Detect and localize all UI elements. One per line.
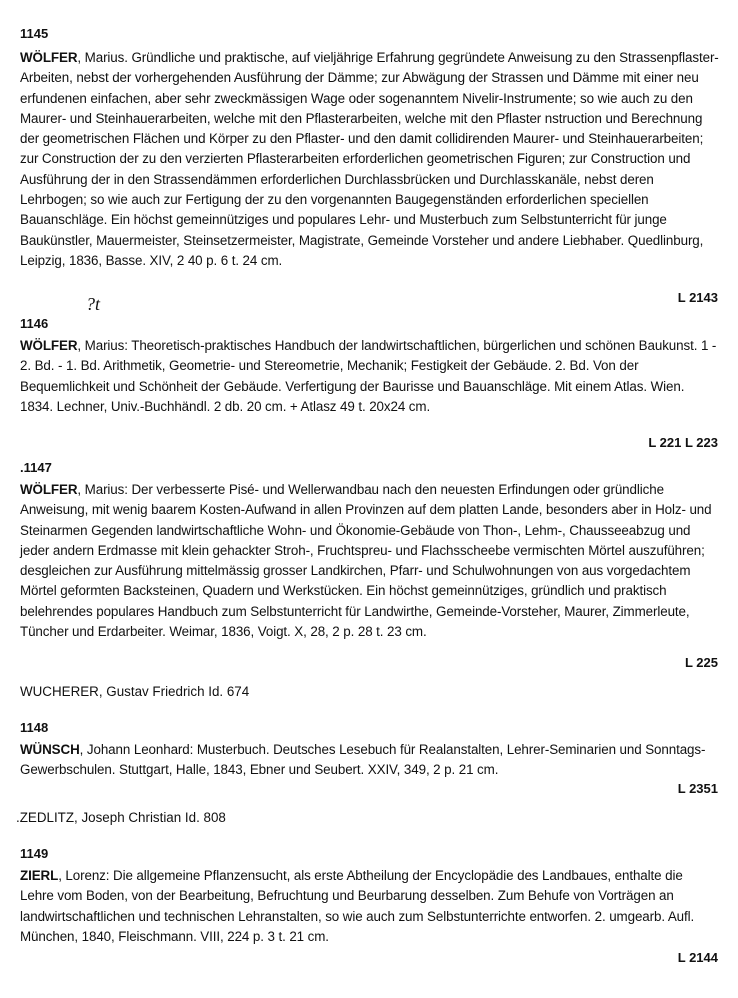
crossref-entry: .ZEDLITZ, Joseph Christian Id. 808 (16, 810, 226, 825)
entry-number: 1145 (20, 26, 49, 41)
entry-signature: L 2351 (677, 781, 718, 796)
entry-description: , Marius. Gründliche und praktische, auf vieljährige Erfahrung gegründete Anweisung zu den Strassenpflaster-Arbeiten, nebst der vorhergehenden Ausführung der Dämme; zur Abwägung der Strassen und Dämme mit einer neu erfundenen einfachen, aber sehr zweckmässigen Wage oder sogenanntem Nivelir-Instrumente; so wie auch zu den Maurer- und Steinhauerarbeiten, welche mit den Pflasterarbeiten, welche mit den Pflaster nstruction und Berechnung der geometrischen Flächen und Körper zu den Pflaster- und den damit collidirenden Maurer- und Steinhauerarbeiten; zur Construction der zu den verzierten Pflasterarbeiten erforderlichen geometrischen Figuren; zur Construction und Ausführung der in den Strassendämmen erforderlichen Durchlassbrücken und Durchlasskanäle, nebst deren Lehrbogen; so wie auch zur Fertigung der zu den vorgenannten Baugegenständen erforderlichen speciellen Bauanschläge. Ein höchst gemeinnütziges und populares Lehr- und Musterbuch zum Selbstunterricht für junge Baukünstler, Mauermeister, Steinsetzermeister, Magistrate, Gemeinde Vorsteher und andere Liebhaber. Quedlinburg, Leipzig, 1836, Basse. XIV, 2 40 p. 6 t. 24 cm. (20, 50, 719, 268)
entry-author: WÜNSCH (20, 742, 80, 757)
entry-text (20, 740, 720, 781)
entry-description: , Marius: Theoretisch-praktisches Handbuch der landwirtschaftlichen, bürgerlichen und schönen Baukunst. 1 - 2. Bd. - 1. Bd. Arithmetik, Geometrie- und Stereometrie, Mechanik; Festigkeit der Gebäude. 2. Bd. Von der Bequemlichkeit und Schönheit der Gebäude. Verfertigung der Baurisse und Bauanschläge. Mit einem Atlas. Wien. 1834. Lechner, Univ.-Buchhändl. 2 db. 20 cm. + Atlasz 49 t. 20x24 cm. (20, 338, 717, 414)
entry-1149 (20, 846, 720, 947)
entry-1145 (20, 26, 720, 271)
entry-signature: L 2144 (677, 950, 718, 965)
entry-text (20, 866, 720, 947)
entry-text (20, 480, 720, 642)
entry-number: 1146 (20, 316, 49, 331)
entry-description: , Lorenz: Die allgemeine Pflanzensucht, als erste Abtheilung der Encyclopädie des Landbaues, enthalte die Lehre vom Boden, von der Bearbeitung, Befruchtung und Beurbarung desselben. Zum Behufe von Vorträgen an landwirtschaftlichen und technischen Lehranstalten, so wie auch zum Selbstunterrichte entworfen. 2. umgearb. Aufl. München, 1840, Fleischmann. VIII, 224 p. 3 t. 21 cm. (20, 868, 695, 944)
entry-author: ZIERL (20, 868, 59, 883)
entry-description: , Marius: Der verbesserte Pisé- und Wellerwandbau nach den neuesten Erfindungen oder gründliche Anweisung, mit wenig baarem Kosten-Aufwand in allen Provinzen auf dem platten Lande, besonders aber in Holz- und Steinarmen Gegenden landwirtschaftliche Wohn- und Ökonomie-Gebäude von Thon-, Lehm-, Chausseeabzug und jeder andern Erdmasse mit klein gehackter Stroh-, Fruchtspreu- und Flachsscheebe vermischten Mörtel auszuführen; desgleichen zur Ausführung mittelmässig grosser Landkirchen, Pfarr- und Schulwohnungen von aus vorgedachtem Mörtel geformten Backsteinen, Quadern und Werkstücken. Ein höchst gemeinnütziges, gründlich und praktisch belehrendes populares Handbuch zum Selbstunterricht für Landwirthe, Gemeinde-Vorsteher, Maurer, Zimmerleute, Tüncher und Erdarbeiter. Weimar, 1836, Voigt. X, 28, 2 p. 28 t. 23 cm. (20, 482, 712, 640)
entry-number: 1149 (20, 846, 49, 861)
entry-signature: L 225 (684, 655, 718, 670)
entry-author: WÖLFER (20, 482, 78, 497)
entry-author: WÖLFER (20, 338, 78, 353)
entry-text (20, 336, 720, 417)
entry-text (20, 48, 720, 271)
entry-author: WÖLFER (20, 50, 78, 65)
entry-1147 (20, 460, 720, 642)
handwritten-mark: ?t (86, 294, 101, 314)
entry-number: .1147 (20, 460, 52, 475)
entry-number: 1148 (20, 720, 49, 735)
entry-description: , Johann Leonhard: Musterbuch. Deutsches Lesebuch für Realanstalten, Lehrer-Seminarien und Sonntags-Gewerbschulen. Stuttgart, Halle, 1843, Ebner und Seubert. XXIV, 349, 2 p. 21 cm. (20, 742, 706, 778)
crossref-entry: WUCHERER, Gustav Friedrich Id. 674 (20, 684, 250, 699)
entry-1146 (20, 316, 720, 417)
entry-1148 (20, 720, 720, 781)
entry-signature: L 2143 (677, 290, 718, 305)
entry-signature: L 221 L 223 (648, 435, 718, 450)
